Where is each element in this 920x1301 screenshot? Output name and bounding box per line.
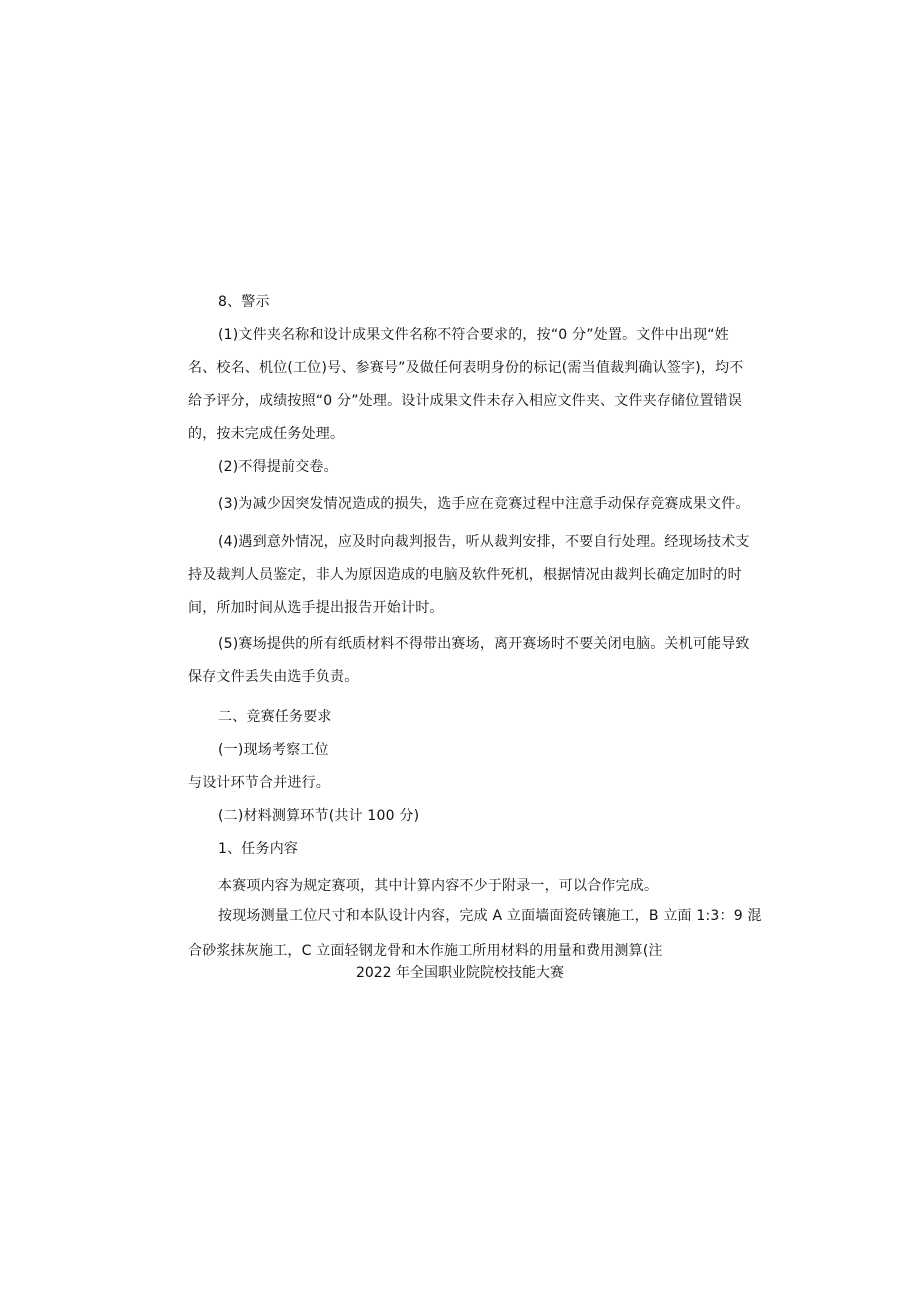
- paragraph-line: 间，所加时间从选手提出报告开始计时。: [188, 600, 444, 616]
- paragraph-line: 保存文件丢失由选手负责。: [188, 669, 359, 685]
- section-heading-warning: 8、警示: [218, 294, 270, 310]
- paragraph-line: 与设计环节合并进行。: [188, 775, 330, 791]
- paragraph-line: 按现场测量工位尺寸和本队设计内容，完成 A 立面墙面瓷砖镶施工，B 立面 1:3：9 混: [218, 908, 762, 924]
- paragraph-line: 合砂浆抹灰施工，C 立面轻钢龙骨和木作施工所用材料的用量和费用测算(注: [188, 943, 663, 959]
- section-heading: 二、竞赛任务要求: [218, 709, 332, 725]
- paragraph-line: 名、校名、机位(工位)号、参赛号”及做任何表明身份的标记(需当值裁判确认签字)，均不: [188, 360, 744, 376]
- subsection-heading: (二)材料测算环节(共计 100 分): [218, 808, 420, 824]
- subsection-heading: (一)现场考察工位: [218, 742, 329, 758]
- paragraph-line: (1)文件夹名称和设计成果文件名称不符合要求的，按“0 分”处置。文件中出现“姓: [218, 327, 729, 343]
- paragraph-line: 给予评分，成绩按照“0 分”处理。设计成果文件未存入相应文件夹、文件夹存储位置错误: [188, 393, 743, 409]
- paragraph-line: (4)遇到意外情况，应及时向裁判报告，听从裁判安排，不要自行处理。经现场技术支: [218, 534, 750, 550]
- paragraph-line: 本赛项内容为规定赛项，其中计算内容不少于附录一，可以合作完成。: [218, 878, 659, 894]
- item-heading: 1、任务内容: [218, 841, 299, 857]
- paragraph-line: 的，按未完成任务处理。: [188, 426, 345, 442]
- paragraph-line: (3)为减少因突发情况造成的损失，选手应在竞赛过程中注意手动保存竞赛成果文件。: [218, 496, 750, 512]
- paragraph-line: (5)赛场提供的所有纸质材料不得带出赛场，离开赛场时不要关闭电脑。关机可能导致: [218, 636, 750, 652]
- paragraph-line: (2)不得提前交卷。: [218, 459, 338, 475]
- paragraph-line: 持及裁判人员鉴定，非人为原因造成的电脑及软件死机，根据情况由裁判长确定加时的时: [188, 567, 742, 583]
- page-footer: 2022 年全国职业院院校技能大赛: [355, 965, 565, 981]
